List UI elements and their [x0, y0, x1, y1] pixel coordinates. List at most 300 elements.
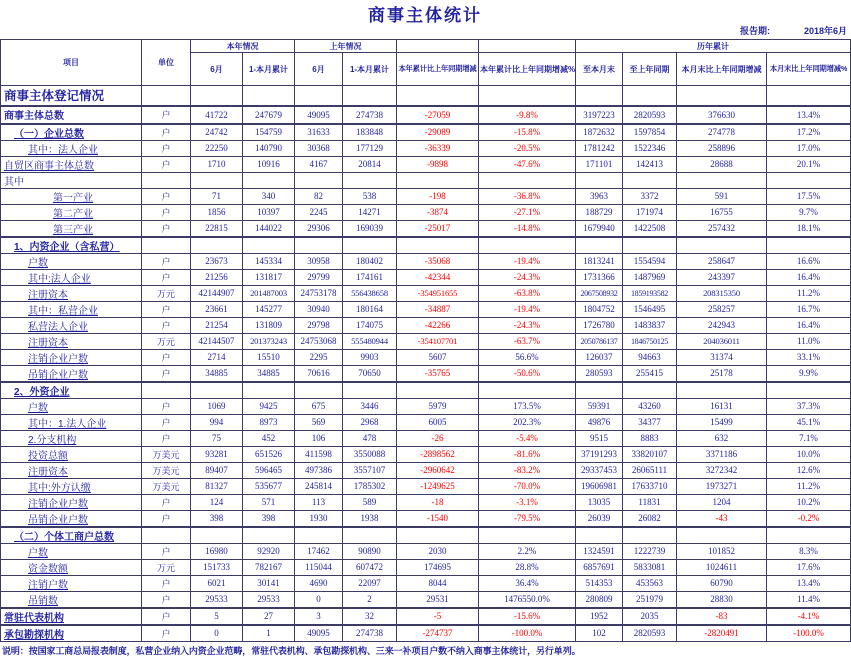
value-cell: [243, 237, 295, 254]
header-col-to-last-year: 至上年同期: [623, 53, 677, 86]
table-row: [1, 608, 851, 625]
value-cell: 6005: [397, 414, 479, 430]
value-cell: -354951655: [397, 285, 479, 301]
title-row: [0, 0, 850, 24]
table-row: [1, 220, 851, 237]
value-cell: -0.2%: [767, 510, 851, 527]
value-cell: -5: [397, 608, 479, 625]
value-cell: 102: [576, 625, 623, 642]
value-cell: [343, 527, 397, 544]
value-cell: [343, 382, 397, 399]
value-cell: 17.2%: [767, 124, 851, 141]
value-cell: [397, 86, 479, 106]
value-cell: 556438658: [343, 285, 397, 301]
value-cell: 204036011: [677, 333, 767, 349]
row-label: 承包勘探机构: [4, 629, 64, 641]
unit-cell: 户: [142, 220, 191, 237]
row-label-cell: [1, 124, 142, 141]
unit-cell: 万美元: [142, 462, 191, 478]
row-label-cell: [1, 301, 142, 317]
value-cell: 75: [191, 430, 243, 446]
unit-cell: 户: [142, 398, 191, 414]
value-cell: [295, 237, 343, 254]
header-col-diff-pct: 本年累计比上年同期增减%: [479, 53, 576, 86]
value-cell: 242943: [677, 317, 767, 333]
value-cell: 9425: [243, 398, 295, 414]
value-cell: 538: [343, 188, 397, 204]
value-cell: 2820593: [623, 625, 677, 642]
page-title: 商事主体统计: [368, 6, 482, 25]
value-cell: 478: [343, 430, 397, 446]
value-cell: 29533: [191, 591, 243, 608]
value-cell: 243397: [677, 269, 767, 285]
row-label: （二）个体工商户总数: [14, 531, 114, 543]
value-cell: 13.4%: [767, 575, 851, 591]
value-cell: 171974: [623, 204, 677, 220]
unit-cell: 户: [142, 317, 191, 333]
header-group-last-year: 上年情况: [295, 40, 397, 53]
row-label-cell: [1, 333, 142, 349]
value-cell: 1554594: [623, 253, 677, 269]
value-cell: -29089: [397, 124, 479, 141]
value-cell: 15510: [243, 349, 295, 365]
value-cell: [576, 86, 623, 106]
value-cell: 171101: [576, 156, 623, 172]
row-label: 注销企业户数: [28, 498, 88, 510]
value-cell: -25017: [397, 220, 479, 237]
header-col-cum-last: 1-本月累计: [343, 53, 397, 86]
unit-cell: 万美元: [142, 478, 191, 494]
value-cell: [397, 527, 479, 544]
value-cell: 651526: [243, 446, 295, 462]
row-label: 常驻代表机构: [4, 612, 64, 624]
value-cell: 82: [295, 188, 343, 204]
value-cell: 56.6%: [479, 349, 576, 365]
value-cell: 90890: [343, 543, 397, 559]
value-cell: 607472: [343, 559, 397, 575]
table-row: [1, 86, 851, 106]
row-label: （一）企业总数: [14, 128, 84, 140]
row-label: 注销企业户数: [28, 353, 88, 365]
value-cell: -100.0%: [479, 625, 576, 642]
value-cell: 16.4%: [767, 269, 851, 285]
value-cell: 2968: [343, 414, 397, 430]
unit-cell: 户: [142, 430, 191, 446]
value-cell: 2: [343, 591, 397, 608]
row-label-cell: [1, 156, 142, 172]
value-cell: 258257: [677, 301, 767, 317]
value-cell: 3446: [343, 398, 397, 414]
value-cell: 20.1%: [767, 156, 851, 172]
row-label-cell: [1, 106, 142, 124]
value-cell: 251979: [623, 591, 677, 608]
value-cell: 43260: [623, 398, 677, 414]
value-cell: 169039: [343, 220, 397, 237]
unit-cell: 户: [142, 494, 191, 510]
unit-cell: 户: [142, 156, 191, 172]
value-cell: 2067508932: [576, 285, 623, 301]
row-label: 注册资本: [28, 289, 68, 301]
value-cell: 16980: [191, 543, 243, 559]
value-cell: 10397: [243, 204, 295, 220]
value-cell: 2030: [397, 543, 479, 559]
footnote: 说明：按国家工商总局报表制度，私营企业纳入内资企业范畴，常驻代表机构、承包勘探机构、三来一补项目户数不纳入商事主体统计，另行单列。: [2, 645, 581, 656]
value-cell: 3550088: [343, 446, 397, 462]
value-cell: [191, 382, 243, 399]
value-cell: 19606981: [576, 478, 623, 494]
table-row: [1, 494, 851, 510]
value-cell: 1487969: [623, 269, 677, 285]
unit-cell: 户: [142, 414, 191, 430]
value-cell: 145277: [243, 301, 295, 317]
value-cell: [479, 86, 576, 106]
value-cell: [295, 172, 343, 188]
value-cell: 6857691: [576, 559, 623, 575]
value-cell: 9.9%: [767, 365, 851, 382]
value-cell: [576, 382, 623, 399]
value-cell: -43: [677, 510, 767, 527]
value-cell: -9.8%: [479, 106, 576, 124]
value-cell: 142413: [623, 156, 677, 172]
table-row: [1, 591, 851, 608]
value-cell: 17633710: [623, 478, 677, 494]
table-row: [1, 349, 851, 365]
table-row: [1, 188, 851, 204]
unit-cell: [142, 172, 191, 188]
value-cell: -70.0%: [479, 478, 576, 494]
value-cell: [677, 527, 767, 544]
row-label-cell: [1, 172, 142, 188]
value-cell: 24753178: [295, 285, 343, 301]
value-cell: -36.8%: [479, 188, 576, 204]
header-col-end-diff: 本月末比上年同期增减: [677, 53, 767, 86]
value-cell: 11.0%: [767, 333, 851, 349]
unit-cell: 户: [142, 575, 191, 591]
table-row: [1, 172, 851, 188]
value-cell: 1679940: [576, 220, 623, 237]
value-cell: [767, 382, 851, 399]
row-label-cell: [1, 86, 142, 106]
row-label-cell: [1, 140, 142, 156]
value-cell: 25178: [677, 365, 767, 382]
row-label: 其中：私营企业: [28, 305, 98, 317]
value-cell: 2714: [191, 349, 243, 365]
value-cell: 11.2%: [767, 478, 851, 494]
row-label-cell: [1, 382, 142, 399]
value-cell: [576, 172, 623, 188]
row-label: 户数: [28, 547, 48, 559]
unit-cell: 户: [142, 204, 191, 220]
table-row: [1, 559, 851, 575]
row-label: 其中: [4, 176, 24, 188]
value-cell: 5: [191, 608, 243, 625]
table-row: [1, 382, 851, 399]
value-cell: 1804752: [576, 301, 623, 317]
report-period-value: 2018年6月: [803, 26, 847, 36]
value-cell: 3197223: [576, 106, 623, 124]
row-label-cell: [1, 204, 142, 220]
value-cell: 202.3%: [479, 414, 576, 430]
value-cell: 6021: [191, 575, 243, 591]
row-label: 吊销企业户数: [28, 514, 88, 526]
value-cell: 11831: [623, 494, 677, 510]
row-label-cell: [1, 220, 142, 237]
value-cell: 154759: [243, 124, 295, 141]
value-cell: -3874: [397, 204, 479, 220]
value-cell: 4167: [295, 156, 343, 172]
row-label: 1、内资企业（含私营）: [14, 241, 120, 253]
value-cell: [576, 237, 623, 254]
value-cell: -19.4%: [479, 301, 576, 317]
value-cell: 131809: [243, 317, 295, 333]
report-period: [0, 24, 850, 39]
value-cell: 30940: [295, 301, 343, 317]
value-cell: -274737: [397, 625, 479, 642]
value-cell: -18: [397, 494, 479, 510]
value-cell: 126037: [576, 349, 623, 365]
value-cell: 8.3%: [767, 543, 851, 559]
value-cell: [397, 237, 479, 254]
header-col-end-diff-pct: 本月末比上年同期增减%: [767, 53, 851, 86]
value-cell: 89407: [191, 462, 243, 478]
value-cell: 1856: [191, 204, 243, 220]
value-cell: 31633: [295, 124, 343, 141]
table-row: [1, 124, 851, 141]
value-cell: 34885: [191, 365, 243, 382]
value-cell: 208315350: [677, 285, 767, 301]
value-cell: 13.4%: [767, 106, 851, 124]
value-cell: 596465: [243, 462, 295, 478]
row-label-cell: [1, 398, 142, 414]
row-label-cell: [1, 559, 142, 575]
row-label-cell: [1, 625, 142, 642]
value-cell: 994: [191, 414, 243, 430]
table-row: [1, 333, 851, 349]
value-cell: -35068: [397, 253, 479, 269]
unit-cell: [142, 527, 191, 544]
value-cell: 1522346: [623, 140, 677, 156]
value-cell: 16.6%: [767, 253, 851, 269]
value-cell: 131817: [243, 269, 295, 285]
value-cell: [295, 86, 343, 106]
row-label-cell: [1, 591, 142, 608]
value-cell: [767, 237, 851, 254]
value-cell: 42144507: [191, 333, 243, 349]
value-cell: -35765: [397, 365, 479, 382]
unit-cell: 户: [142, 510, 191, 527]
value-cell: 24753068: [295, 333, 343, 349]
value-cell: 140790: [243, 140, 295, 156]
value-cell: [243, 382, 295, 399]
value-cell: 177129: [343, 140, 397, 156]
value-cell: 3557107: [343, 462, 397, 478]
row-label: 注册资本: [28, 466, 68, 478]
unit-cell: 户: [142, 349, 191, 365]
value-cell: -2820491: [677, 625, 767, 642]
value-cell: 20814: [343, 156, 397, 172]
value-cell: 1846750125: [623, 333, 677, 349]
value-cell: -2898562: [397, 446, 479, 462]
value-cell: [295, 382, 343, 399]
table-row: [1, 446, 851, 462]
value-cell: 274778: [677, 124, 767, 141]
table-row: [1, 253, 851, 269]
row-label-cell: [1, 478, 142, 494]
value-cell: -14.8%: [479, 220, 576, 237]
value-cell: 49095: [295, 625, 343, 642]
table-row: [1, 106, 851, 124]
row-label-cell: [1, 608, 142, 625]
value-cell: [576, 527, 623, 544]
row-label: 商事主体登记情况: [4, 89, 105, 104]
value-cell: 5607: [397, 349, 479, 365]
value-cell: 258896: [677, 140, 767, 156]
value-cell: -1249625: [397, 478, 479, 494]
value-cell: 340: [243, 188, 295, 204]
unit-cell: 户: [142, 140, 191, 156]
value-cell: 11.2%: [767, 285, 851, 301]
value-cell: 17.0%: [767, 140, 851, 156]
value-cell: [677, 382, 767, 399]
value-cell: 2050786137: [576, 333, 623, 349]
value-cell: 1: [243, 625, 295, 642]
value-cell: -9898: [397, 156, 479, 172]
value-cell: 174161: [343, 269, 397, 285]
value-cell: 36.4%: [479, 575, 576, 591]
value-cell: 29337453: [576, 462, 623, 478]
value-cell: -27.1%: [479, 204, 576, 220]
value-cell: 2.2%: [479, 543, 576, 559]
table-row: [1, 575, 851, 591]
value-cell: -26: [397, 430, 479, 446]
statistics-table: [0, 39, 851, 642]
value-cell: 569: [295, 414, 343, 430]
unit-cell: 户: [142, 269, 191, 285]
value-cell: 94663: [623, 349, 677, 365]
value-cell: 151733: [191, 559, 243, 575]
value-cell: -36339: [397, 140, 479, 156]
value-cell: 28830: [677, 591, 767, 608]
value-cell: -5.4%: [479, 430, 576, 446]
value-cell: 17.5%: [767, 188, 851, 204]
value-cell: 49876: [576, 414, 623, 430]
value-cell: 257432: [677, 220, 767, 237]
value-cell: 1476550.0%: [479, 591, 576, 608]
table-row: [1, 140, 851, 156]
value-cell: 1222739: [623, 543, 677, 559]
value-cell: [191, 86, 243, 106]
value-cell: 1872632: [576, 124, 623, 141]
value-cell: 1024611: [677, 559, 767, 575]
row-label-cell: [1, 575, 142, 591]
value-cell: [479, 237, 576, 254]
value-cell: 71: [191, 188, 243, 204]
value-cell: 675: [295, 398, 343, 414]
value-cell: 8883: [623, 430, 677, 446]
value-cell: -2960642: [397, 462, 479, 478]
value-cell: [767, 86, 851, 106]
row-label-cell: [1, 446, 142, 462]
value-cell: 258647: [677, 253, 767, 269]
value-cell: 1973271: [677, 478, 767, 494]
value-cell: 37.3%: [767, 398, 851, 414]
value-cell: 28.8%: [479, 559, 576, 575]
value-cell: 16.4%: [767, 317, 851, 333]
value-cell: -42266: [397, 317, 479, 333]
value-cell: 8973: [243, 414, 295, 430]
value-cell: -27059: [397, 106, 479, 124]
value-cell: [623, 172, 677, 188]
value-cell: 280809: [576, 591, 623, 608]
value-cell: -42344: [397, 269, 479, 285]
value-cell: 555480944: [343, 333, 397, 349]
table-row: [1, 365, 851, 382]
value-cell: [191, 237, 243, 254]
value-cell: [479, 172, 576, 188]
value-cell: 201487003: [243, 285, 295, 301]
value-cell: 145334: [243, 253, 295, 269]
value-cell: [479, 382, 576, 399]
value-cell: 11.4%: [767, 591, 851, 608]
value-cell: [767, 172, 851, 188]
value-cell: 41722: [191, 106, 243, 124]
row-label: 2、外资企业: [14, 386, 70, 398]
value-cell: -20.5%: [479, 140, 576, 156]
value-cell: 180402: [343, 253, 397, 269]
value-cell: 1710: [191, 156, 243, 172]
value-cell: 183848: [343, 124, 397, 141]
row-label: 资金数额: [28, 563, 68, 575]
header-col-month: 6月: [191, 53, 243, 86]
value-cell: 173.5%: [479, 398, 576, 414]
value-cell: 29799: [295, 269, 343, 285]
value-cell: 1859193582: [623, 285, 677, 301]
value-cell: 398: [191, 510, 243, 527]
row-label: 第三产业: [53, 224, 93, 236]
value-cell: 18.1%: [767, 220, 851, 237]
header-col-to-month-end: 至本月末: [576, 53, 623, 86]
value-cell: 29798: [295, 317, 343, 333]
value-cell: 13035: [576, 494, 623, 510]
value-cell: 180164: [343, 301, 397, 317]
unit-cell: [142, 237, 191, 254]
value-cell: 1952: [576, 608, 623, 625]
row-label: 2.分支机构: [28, 434, 77, 446]
value-cell: 29531: [397, 591, 479, 608]
value-cell: [243, 86, 295, 106]
value-cell: 144022: [243, 220, 295, 237]
value-cell: 33820107: [623, 446, 677, 462]
row-label-cell: [1, 285, 142, 301]
value-cell: 106: [295, 430, 343, 446]
value-cell: 30368: [295, 140, 343, 156]
row-label-cell: [1, 253, 142, 269]
table-row: [1, 398, 851, 414]
value-cell: [479, 527, 576, 544]
value-cell: 2295: [295, 349, 343, 365]
value-cell: 37191293: [576, 446, 623, 462]
row-label: 注销户数: [28, 579, 68, 591]
value-cell: 398: [243, 510, 295, 527]
value-cell: 101852: [677, 543, 767, 559]
value-cell: 42144907: [191, 285, 243, 301]
unit-cell: 户: [142, 188, 191, 204]
value-cell: 0: [191, 625, 243, 642]
row-label: 商事主体总数: [4, 111, 64, 122]
value-cell: 1938: [343, 510, 397, 527]
value-cell: 22815: [191, 220, 243, 237]
header-spacer: [397, 40, 479, 53]
